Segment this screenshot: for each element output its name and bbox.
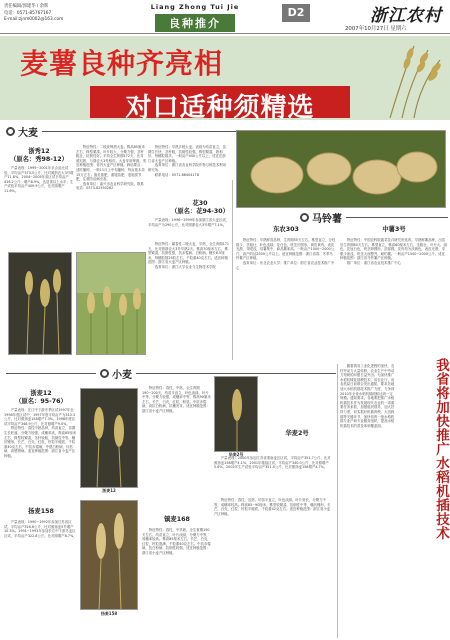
section-wheat-head xyxy=(6,124,246,139)
sidebar-text: 随着我省工业化进程的加快，农村劳动力大量转移，农业生产中劳动力短缺的问题日益突出。为加快推广水稻机械化插秧技术，省农业厅、省农机局日前联合发出通知，要求各地加大水稻机插技术推广力度，力争到2010年全省水稻机插面积达到一定规模。通知要求，各地要把推广水稻机插技术作为发展现代农业的一项重要任务来抓，加强组织领导，加大扶持力度，切实抓好机插育秧、大田栽插等关键环节，加快培育一批水稻机插专业户和专业服务组织，提高水稻机插技术的普及率和覆盖面。 xyxy=(340,364,395,428)
variety-name: 华麦2号 xyxy=(285,430,309,437)
phone-line: 电话：0571-85767167 xyxy=(4,11,52,16)
article-pidan xyxy=(148,145,228,205)
article-zhenmai168 xyxy=(142,528,212,636)
barley-field-illustration xyxy=(77,253,146,355)
issue-date: 2007年10月27日 星期六 xyxy=(345,26,407,32)
variety-name: 扬麦158 xyxy=(28,508,54,515)
sidebar-title: 我省将加快推广水稻机插技术 xyxy=(433,358,449,540)
photo-label: 浙麦12 xyxy=(102,488,116,493)
variety-huamai2-title xyxy=(262,430,332,438)
column-pinyin: Liang Zhong Tui Jie xyxy=(150,3,240,11)
email-line: E-mail:zjnm0002@163.com xyxy=(4,17,64,22)
masthead xyxy=(0,0,450,34)
photo-label: 华麦2号 xyxy=(228,452,244,457)
yangmai-photo xyxy=(80,500,138,610)
wheat-ear-illustration xyxy=(81,389,138,488)
editor-line: 责任编辑/郭建华 / 余辉 xyxy=(4,4,49,9)
wheat-ear-illustration xyxy=(9,253,72,355)
photo-label: 扬麦158 xyxy=(100,611,118,616)
article-text: 产量表现：1999~2001年多点品比试验，平均亩产373.5公斤，比对照浙农大3号增产11.8%。2004~2005年省区试平均亩产416.2公斤，增产8.9%，达显著以上水平；生产试验平均亩产409.9公斤，比对照增产11.6%。 xyxy=(4,166,74,193)
variety-approval: （原名：秀98-12） xyxy=(10,156,68,163)
article-zhexiu12 xyxy=(4,166,74,250)
headline-line2: 对口适种须精选 xyxy=(125,93,315,123)
article-huamai2-cont xyxy=(214,498,332,638)
wheat-photo-2 xyxy=(76,252,146,355)
article-hua30 xyxy=(148,218,230,240)
variety-name: 东农303 xyxy=(273,226,299,233)
variety-hua30-title xyxy=(160,200,240,216)
section-wheat-title: 大麦 xyxy=(18,128,38,139)
section-ring-icon xyxy=(300,213,309,222)
article-text: 产量表现：1996~1999年参加浙江省大麦区试，平均亩产为290公斤，比对照浙农大3号增产7.1%。 xyxy=(148,218,230,227)
section-smallwheat-title: 小麦 xyxy=(112,370,132,381)
variety-name: 花30 xyxy=(192,200,208,207)
article-text: 产量表现：2000年参加江苏省淮南麦区区试，平均亩产351.7公斤，比对照扬麦158增产4.1%；2001年继续区试，平均亩产340.0公斤，比对照增产5.6%。2002年生产试验平均亩产351.5公斤，比对照扬麦158增产4.7%。 xyxy=(214,456,331,470)
headline-line1: 麦薯良种齐亮相 xyxy=(20,47,224,80)
potato-illustration xyxy=(237,131,446,208)
section-potato-title: 马铃薯 xyxy=(312,214,342,225)
article-huamai2 xyxy=(214,456,332,496)
article-text: 选育单位：嘉兴市农业科学研究院。联系电话：0573-82550262 xyxy=(76,181,144,191)
variety-name: 浙秀12 xyxy=(28,148,50,155)
variety-zhexiu12-title xyxy=(4,148,74,164)
variety-name: 浙麦12 xyxy=(30,390,52,397)
wheat-ear-illustration xyxy=(215,377,258,452)
article-text: 特征特性：春性，中早熟，全生育期190天左右。幼苗直立，叶片淡绿，分蘖力中等，成穗率较高。株高85厘米左右，长芒，白壳，红粒，籽粒饱满，千粒重40克左右。中抗赤霉病，抗白粉病，抗倒性较强。适宜种植范围：浙江省小麦产区种植。 xyxy=(142,528,211,555)
paper-name: 浙江农村 xyxy=(370,6,442,26)
article-zhongshu3 xyxy=(340,238,448,358)
article-text: 选育单位：东北农业大学；推广单位：浙江省农业技术推广中心 xyxy=(236,260,335,270)
variety-name: 镇麦168 xyxy=(164,516,190,523)
variety-name: 中薯3号 xyxy=(382,226,406,233)
column-header xyxy=(145,3,245,33)
section-smallwheat-head xyxy=(6,366,336,381)
sidebar-divider xyxy=(337,364,338,638)
article-text: 特征特性：中国农科院蔬菜花卉研究所选育。早熟鲜薯品种，出苗后生育期80天左右。株型直立，株高60厘米左右，茎粗壮，叶片大，绿色，花冠白色，块茎卵圆形，顶部圆，皮肉均为淡黄色，表皮光滑，芽眼少而浅，块茎大而整齐，耐贮藏。一般亩产1500~2000公斤。适宜种植范围：浙江省马铃薯产区种植。 xyxy=(340,238,447,261)
article-text: 特征特性：早熟鲜食品种，生育期55天左右。株型直立，分枝数少，茎粗壮，叶色浅绿，花白色，块茎长圆形，黄皮黄肉，表皮光滑，芽眼浅，结薯集中，商品薯率高。一般亩产1500~2000公斤，高产的达2500公斤以上。适宜种植范围：浙江省春、冬季马铃薯产区种植。 xyxy=(236,238,336,261)
section-ring-icon xyxy=(100,369,109,378)
article-yangmai158-cont xyxy=(142,386,212,514)
article-text: 特征特性：春性，迟熟，幼苗半直立，叶色淡绿，叶片宽长，分蘖力中等，成穗率较高。株高85~90厘米，株型较紧凑，抗倒性中等，穗纺锤形，长芒，白壳，红粒，籽粒半硬质，千粒重42克左右。适宜种植范围：浙江省小麦产区种植。 xyxy=(214,498,331,516)
column-name: 良种推介 xyxy=(155,14,235,32)
article-text: 选育单位：浙江大学农业与生物技术学院 xyxy=(154,264,216,269)
variety-dongnong303-title xyxy=(236,226,336,234)
article-text: 特征特性：属春性二棱大麦，早熟，全生育期171天，比对照浙农大3号早熟2天。株高70厘米左右，株型紧凑，抗倒性强，抗赤霉病、白粉病。穗长6.5厘米，每穗粒数25粒左右，千粒重40克左右。适宜种植范围：浙江省大麦产区种植。 xyxy=(148,242,230,265)
article-text: 联系电话：0571-86404178 xyxy=(154,172,199,177)
article-text: 特征特性：二棱皮啤酒大麦。株高85厘米左右，株型紧凑，叶片较大，分蘖力强，茎秆粗壮，抗倒性好。平均全生育期172天，比对照迟熟，与浙农大3号相仿。大麦芽用啤酒。适宜种植范围：省内大麦产区种植。栽培要点：适时播种，一般11月上中旬播种，每亩基本苗15万左右；施足基肥，重施苗肥，适施拔节肥，注意防治病虫害。 xyxy=(76,145,146,182)
variety-yangmai158-title xyxy=(4,508,78,516)
article-zhemai12 xyxy=(4,408,78,506)
variety-zhemai12-title xyxy=(4,390,78,406)
article-text: 产量表现：在江中下游冬季区试1997年至1998年度区试中，1997年度平均亩产为310.3公斤，比对照扬麦158增产7.3%。1998年度区试平均亩产348.9公斤，比对照增产9.0%。 xyxy=(4,408,76,426)
section-ring-icon xyxy=(6,127,15,136)
article-text: 特征特性：春性，中熟，全生育期190~200天，幼苗半直立，叶色淡绿，叶片中等，分蘖力较强，成穗率中等，株高90厘米左右，长芒，白壳，红粒，粉质。中抗赤霉病，高抗白粉病，抗穗发芽。适宜种植范围：浙江省小麦产区种植。 xyxy=(142,386,211,413)
article-text: 产量表现：1990~1992年参加江苏省区试，平均亩产316.6公斤，比对照扬麦5号增产10.3%。1991~1993年参加长江中下游冬麦区区试，平均亩产322.8公斤，比对照增产8.7%。 xyxy=(4,520,77,538)
column-divider xyxy=(232,180,233,360)
article-text: 特征特性：早熟多棱大麦。表现为幼苗直立，苗期生长快，茎秆粗，抗倒性较强，株型紧凑，熟相好，每穗粒数多。一般亩产400公斤以上，适宜在浙江省大麦产区种植。 xyxy=(148,145,226,163)
variety-approval: （原名：花94-30） xyxy=(171,208,229,215)
section-potato-head xyxy=(300,210,448,225)
article-yangmai158 xyxy=(4,520,78,638)
wheat-photo-1 xyxy=(8,252,72,355)
potato-photo xyxy=(236,130,446,208)
huamai-photo xyxy=(214,376,258,452)
wheat-illustration xyxy=(380,38,446,120)
article-text: 特征特性：春性中熟品种，幼苗直立，苗期生长旺盛，分蘖力较强，成穗率高，株高85厘米左右，株型较紧凑，茎秆较粗，抗倒性中等，穗纺锤形，长芒，白壳，红粒，籽粒半硬质，千粒重40克左右，中抗赤霉病，中感白粉病、纹枯病，高感锈病。适宜种植范围：浙江省小麦产区种植。 xyxy=(4,426,77,458)
article-text: 选育单位：浙江省农业科学院作物与核技术利用研究所 xyxy=(148,163,226,172)
article-dongnong303 xyxy=(236,238,336,356)
page-code: D2 xyxy=(282,4,310,22)
sidebar-body xyxy=(340,364,396,638)
variety-zhenmai168-title xyxy=(142,516,212,524)
variety-zhongshu3-title xyxy=(340,226,448,234)
article-hua30-cont xyxy=(148,242,230,362)
article-text: 推广单位：浙江省农业技术推广中心 xyxy=(346,260,402,265)
wheat-ear-illustration xyxy=(81,501,138,610)
article-zhexiu12-cont xyxy=(76,145,146,250)
variety-approval: （原名：95-76） xyxy=(15,398,67,405)
zhemai-photo xyxy=(80,388,138,488)
